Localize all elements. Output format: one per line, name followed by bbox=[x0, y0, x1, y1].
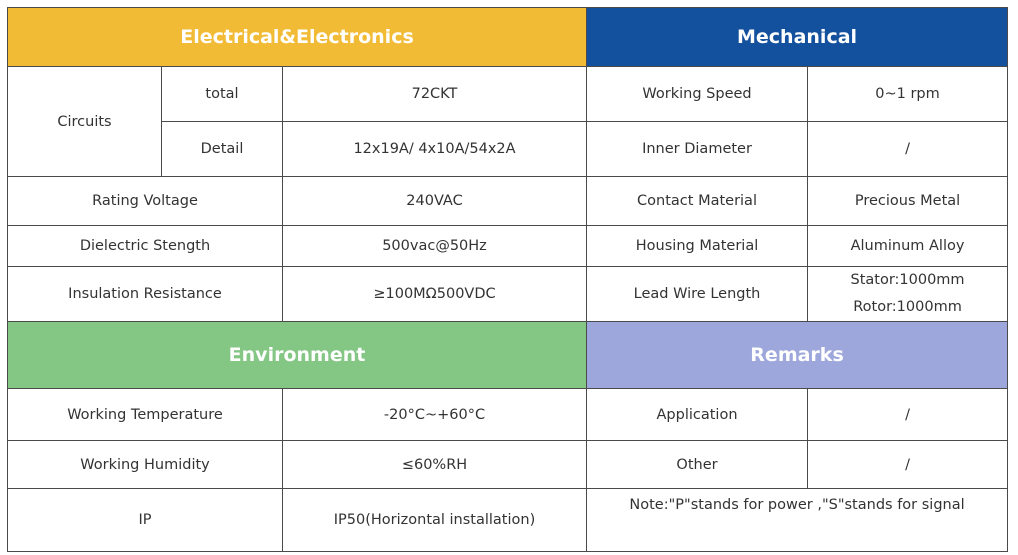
section-header-remarks: Remarks bbox=[587, 322, 1008, 389]
section-header-mechanical: Mechanical bbox=[587, 8, 1008, 67]
housing-material-value: Aluminum Alloy bbox=[808, 226, 1008, 267]
working-temperature-label: Working Temperature bbox=[8, 389, 283, 441]
contact-material-label: Contact Material bbox=[587, 177, 808, 226]
ip-label: IP bbox=[8, 489, 283, 552]
other-label: Other bbox=[587, 441, 808, 489]
circuits-detail-value: 12x19A/ 4x10A/54x2A bbox=[283, 122, 587, 177]
circuits-detail-label: Detail bbox=[162, 122, 283, 177]
lead-wire-stator: Stator:1000mm bbox=[850, 272, 965, 288]
circuits-total-label: total bbox=[162, 67, 283, 122]
working-humidity-value: ≤60%RH bbox=[283, 441, 587, 489]
contact-material-value: Precious Metal bbox=[808, 177, 1008, 226]
spec-table bbox=[7, 7, 1008, 552]
working-speed-value: 0~1 rpm bbox=[808, 67, 1008, 122]
dielectric-strength-label: Dielectric Stength bbox=[8, 226, 283, 267]
rating-voltage-label: Rating Voltage bbox=[8, 177, 283, 226]
application-label: Application bbox=[587, 389, 808, 441]
remarks-note-cell bbox=[587, 489, 1008, 552]
working-speed-label: Working Speed bbox=[587, 67, 808, 122]
working-humidity-label: Working Humidity bbox=[8, 441, 283, 489]
inner-diameter-value: / bbox=[808, 122, 1008, 177]
application-value: / bbox=[808, 389, 1008, 441]
circuits-label: Circuits bbox=[8, 67, 162, 177]
lead-wire-length-label: Lead Wire Length bbox=[587, 267, 808, 322]
insulation-resistance-label: Insulation Resistance bbox=[8, 267, 283, 322]
rating-voltage-value: 240VAC bbox=[283, 177, 587, 226]
circuits-total-value: 72CKT bbox=[283, 67, 587, 122]
inner-diameter-label: Inner Diameter bbox=[587, 122, 808, 177]
lead-wire-rotor: Rotor:1000mm bbox=[853, 299, 962, 315]
housing-material-label: Housing Material bbox=[587, 226, 808, 267]
section-header-environment: Environment bbox=[8, 322, 587, 389]
other-value: / bbox=[808, 441, 1008, 489]
dielectric-strength-value: 500vac@50Hz bbox=[283, 226, 587, 267]
ip-value: IP50(Horizontal installation) bbox=[283, 489, 587, 552]
remarks-note: Note:"P"stands for power ,"S"stands for signal bbox=[629, 497, 965, 513]
working-temperature-value: -20°C~+60°C bbox=[283, 389, 587, 441]
lead-wire-length-value bbox=[808, 267, 1008, 322]
section-header-electrical: Electrical&Electronics bbox=[8, 8, 587, 67]
insulation-resistance-value: ≥100MΩ500VDC bbox=[283, 267, 587, 322]
